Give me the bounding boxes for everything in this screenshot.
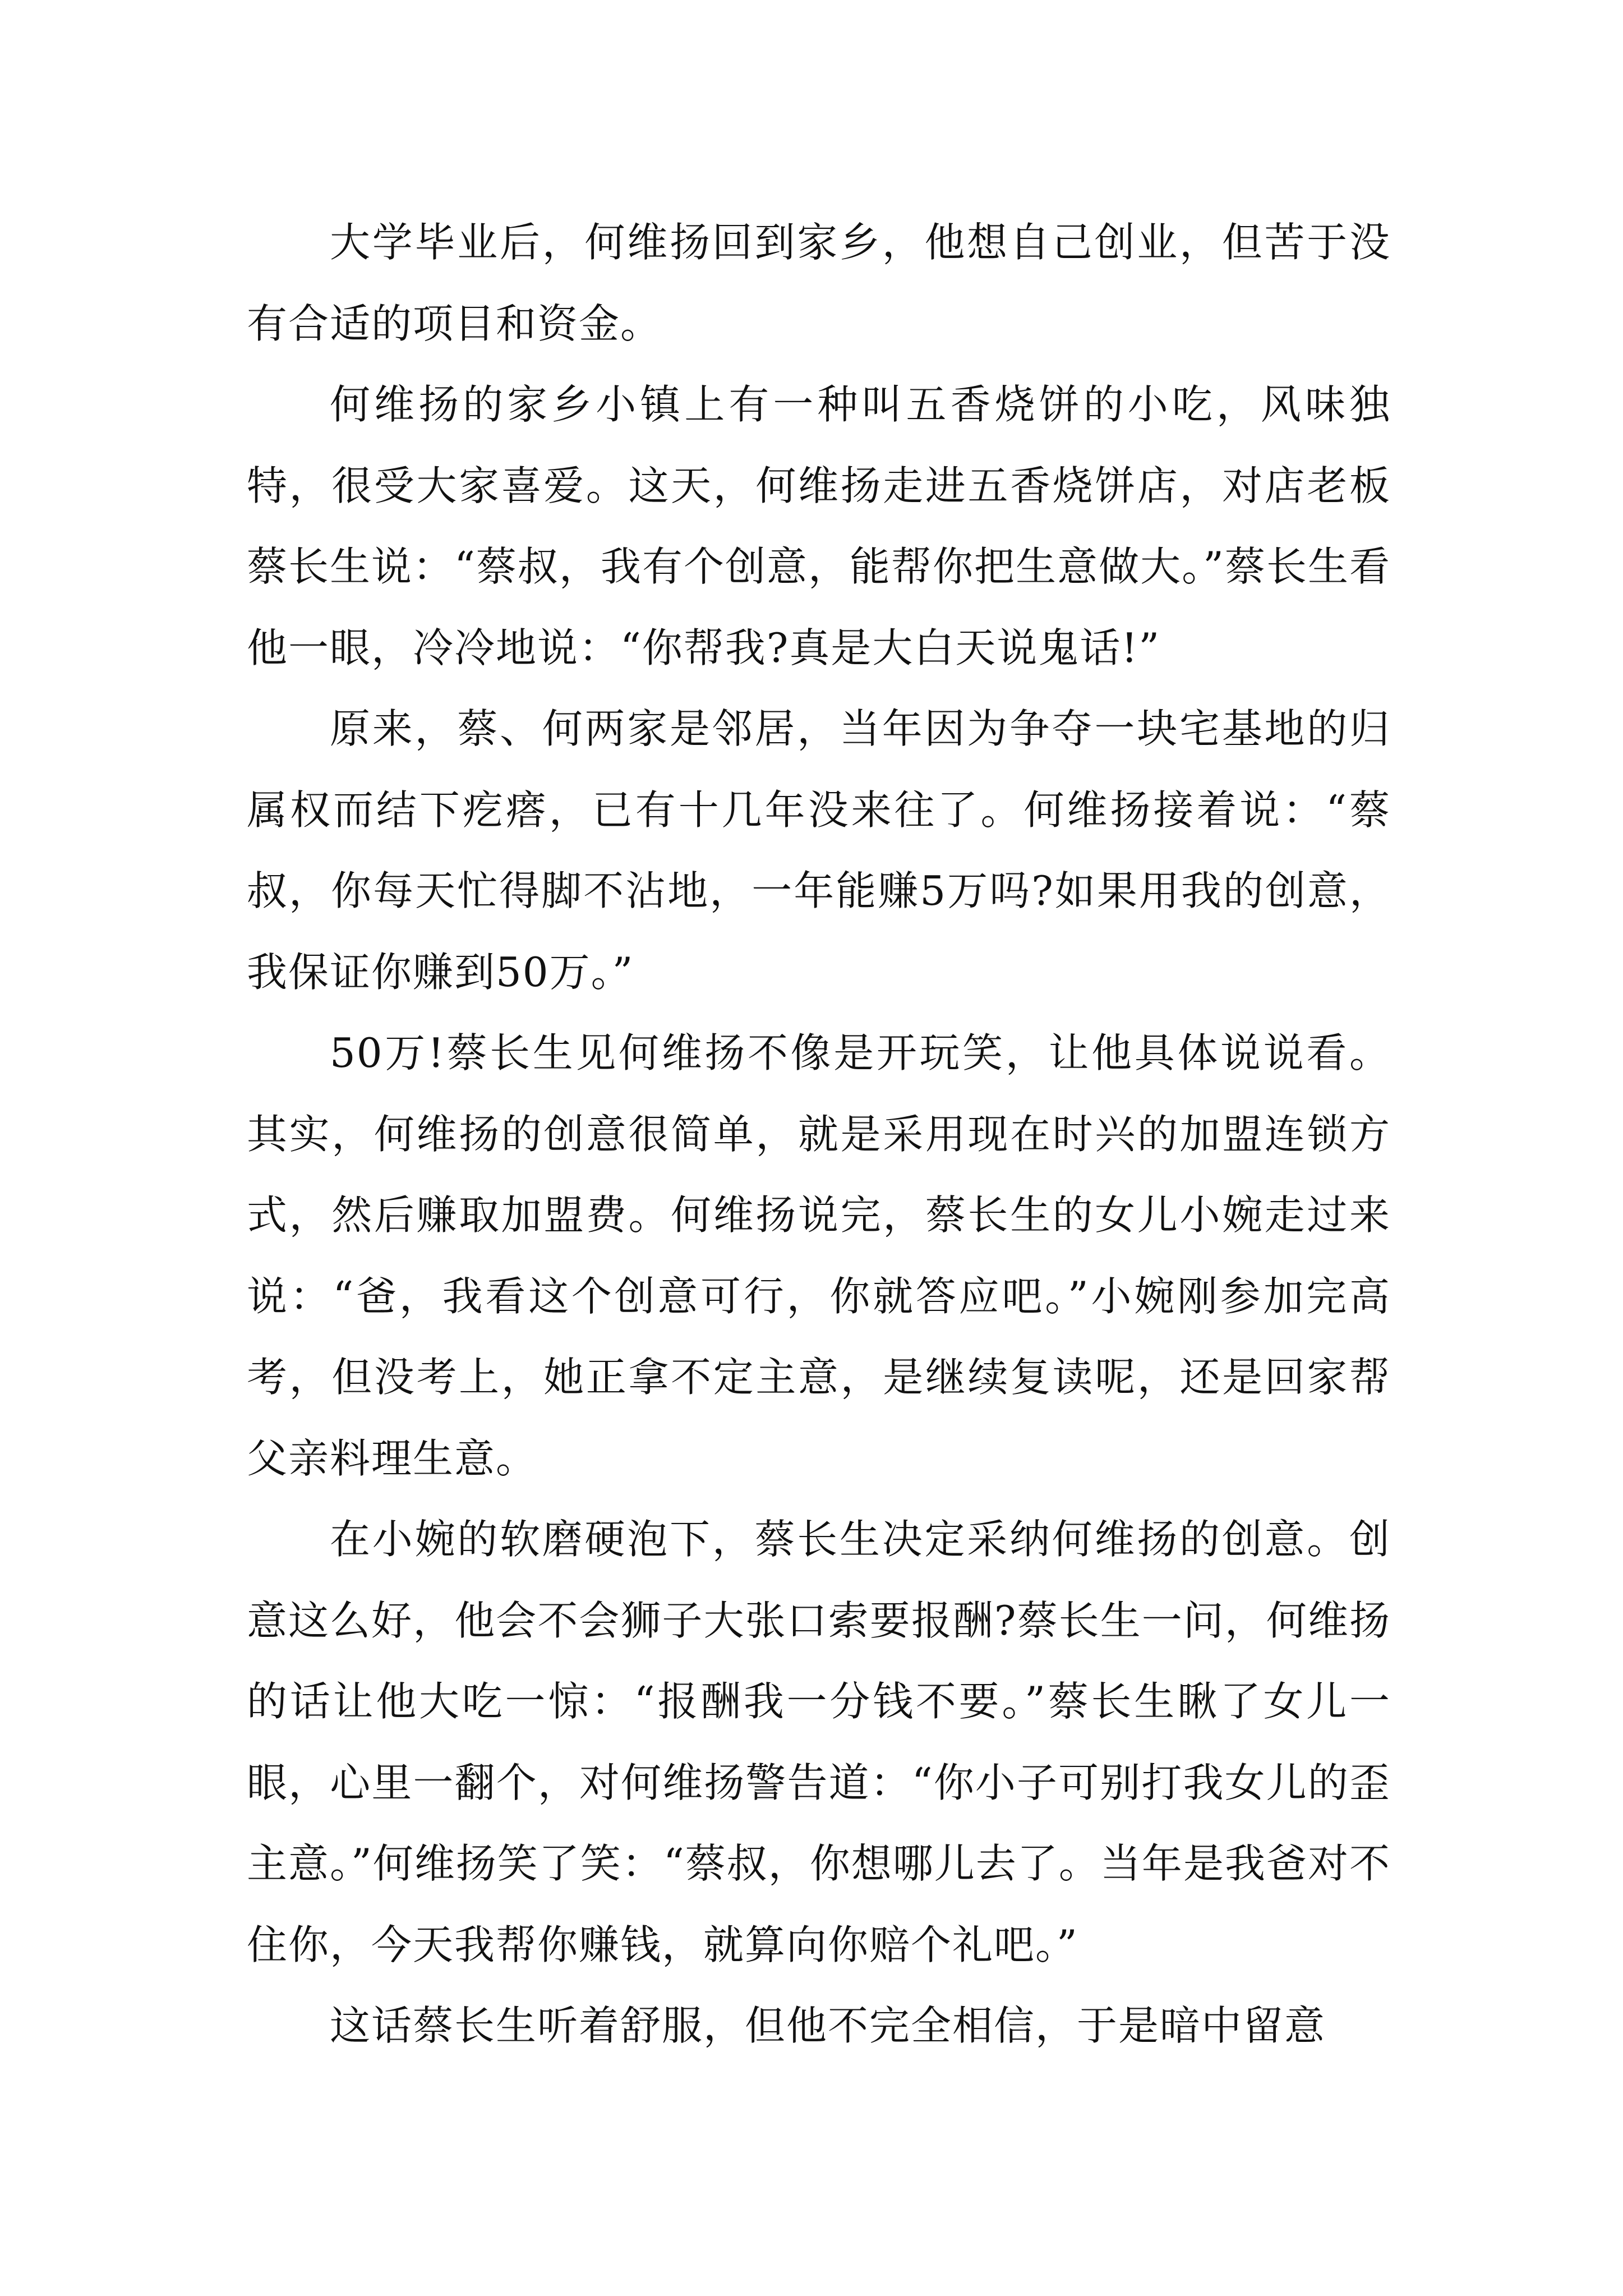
story-text <box>247 202 1391 2067</box>
paragraph-3: 原来，蔡、何两家是邻居，当年因为争夺一块宅基地的归属权而结下疙瘩，已有十几年没来往了。何维扬接着说：“蔡叔，你每天忙得脚不沾地，一年能赚5万吗?如果用我的创意，我保证你赚到50万。” <box>247 705 1391 996</box>
paragraph-6: 这话蔡长生听着舒服，但他不完全相信，于是暗中留意 <box>330 2002 1326 2049</box>
paragraph-4: 50万!蔡长生见何维扬不像是开玩笑，让他具体说说看。其实，何维扬的创意很简单，就是采用现在时兴的加盟连锁方式，然后赚取加盟费。何维扬说完，蔡长生的女儿小婉走过来说：“爸，我看这个创意可行，你就答应吧。”小婉刚参加完高考，但没考上，她正拿不定主意，是继续复读呢，还是回家帮父亲料理生意。 <box>247 1029 1391 1482</box>
paragraph-2: 何维扬的家乡小镇上有一种叫五香烧饼的小吃，风味独特，很受大家喜爱。这天，何维扬走进五香烧饼店，对店老板蔡长生说：“蔡叔，我有个创意，能帮你把生意做大。”蔡长生看他一眼，冷冷地说：“你帮我?真是大白天说鬼话!” <box>247 381 1391 671</box>
paragraph-1: 大学毕业后，何维扬回到家乡，他想自己创业，但苦于没有合适的项目和资金。 <box>247 219 1391 347</box>
paragraph-5: 在小婉的软磨硬泡下，蔡长生决定采纳何维扬的创意。创意这么好，他会不会狮子大张口索要报酬?蔡长生一问，何维扬的话让他大吃一惊：“报酬我一分钱不要。”蔡长生瞅了女儿一眼，心里一翻个，对何维扬警告道：“你小子可别打我女儿的歪主意。”何维扬笑了笑：“蔡叔，你想哪儿去了。当年是我爸对不住你，今天我帮你赚钱，就算向你赔个礼吧。” <box>247 1516 1391 1968</box>
